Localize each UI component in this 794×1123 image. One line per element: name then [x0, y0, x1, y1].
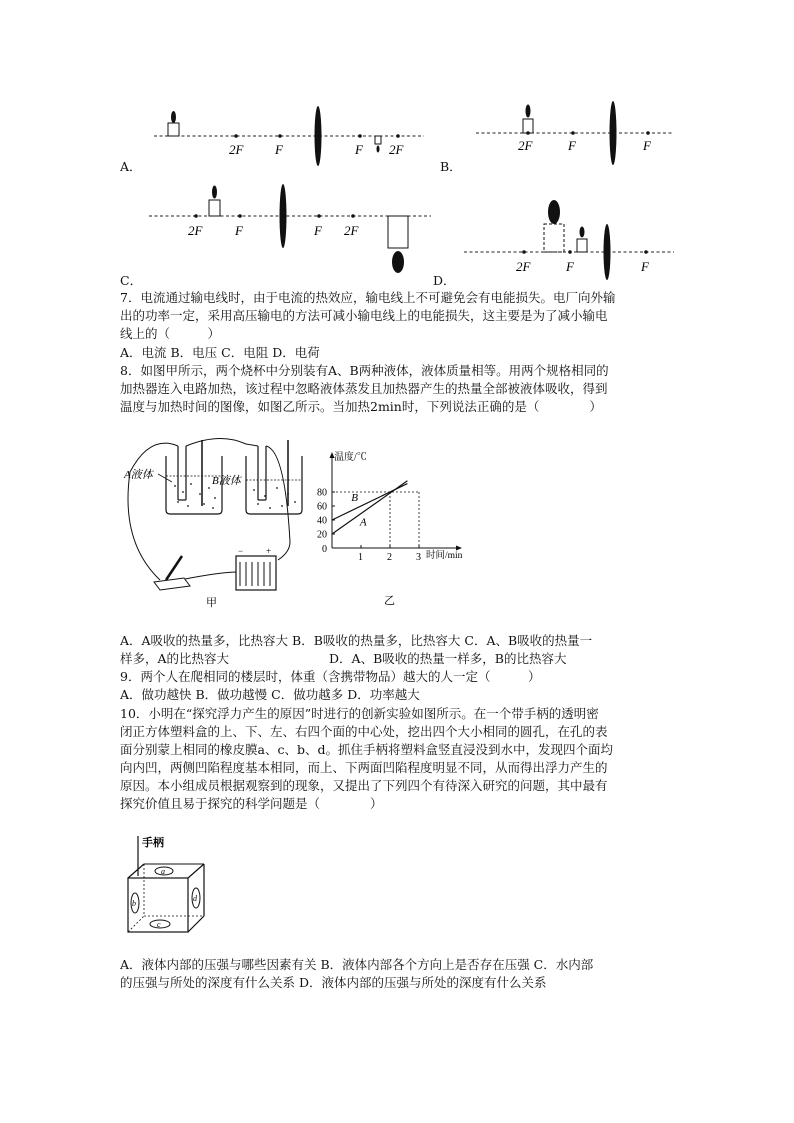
mark-2f-left: 2F [229, 142, 244, 157]
image-flame [377, 146, 380, 153]
candle-flame [212, 186, 217, 199]
candle-flame [526, 105, 531, 118]
lens-figure-c [145, 180, 435, 280]
q7-line-1: 7．电流通过输电线时，由于电流的热效应，输电线上不可避免会有电能损失。电厂向外输 [120, 290, 616, 305]
series-label-B: B [351, 491, 358, 504]
label-b-liquid: B液体 [212, 475, 241, 487]
option-label-a: A． [120, 159, 142, 174]
handle-label: 手柄 [142, 837, 164, 849]
y-tick-label-60: 60 [317, 501, 327, 513]
y-tick-label-40: 40 [317, 515, 327, 527]
lens-figure-d [460, 196, 680, 282]
mark-2f-right: 2F [344, 223, 359, 238]
q7-options: A．电流 B．电压 C．电阻 D．电荷 [120, 345, 320, 360]
q9-options: A．做功越快 B．做功越慢 C．做功越多 D．功率越大 [120, 687, 420, 702]
image-body [544, 224, 564, 252]
caption-yi: 乙 [384, 595, 395, 607]
q10-line-1: 10．小明在“探究浮力产生的原因”时进行的创新实验如图所示。在一个带手柄的透明密 [120, 706, 599, 721]
candle-body [523, 119, 533, 133]
x-tick-label-3: 3 [416, 552, 421, 563]
mark-f-left: F [568, 138, 576, 153]
q10-options-1: A．液体内部的压强与哪些因素有关 B．液体内部各个方向上是否存在压强 C．水内部 [120, 957, 594, 972]
switch-lever [166, 556, 182, 580]
y-tick-label-20: 20 [317, 529, 327, 541]
membrane-b: b [132, 899, 136, 908]
q8-line-2: 加热器连入电路加热，该过程中忽略液体蒸发且加热器产生的热量全部被液体吸收，得到 [120, 381, 608, 396]
q8-options-1: A．A吸收的热量多，比热容大 B．B吸收的热量多，比热容大 C．A、B吸收的热量一 [120, 633, 593, 648]
membrane-c: c [157, 920, 161, 929]
q8-line-3: 温度与加热时间的图像，如图乙所示。当加热2min时，下列说法正确的是（ ） [120, 399, 602, 414]
q10-line-2: 闭正方体塑料盒的上、下、左、右四个面的中心处，挖出四个大小相同的圆孔，在孔的表 [120, 724, 608, 739]
lens-figure-b [470, 98, 680, 168]
mark-f-right: F [355, 142, 363, 157]
mark-f-right: F [641, 259, 649, 274]
q10-line-4: 向内凹，两侧凹陷程度基本相同，而上、下两面凹陷程度明显不同，从而得出浮力产生的 [120, 760, 608, 775]
mark-f-left: F [566, 259, 574, 274]
mark-2f-left: 2F [188, 223, 203, 238]
membrane-a: a [161, 867, 165, 876]
mark-2f-right: 2F [389, 142, 404, 157]
series-line-B [332, 484, 407, 520]
candle-body [168, 123, 179, 136]
cube-figure [120, 832, 220, 940]
beaker-b [246, 456, 302, 514]
x-tick-label-1: 1 [358, 552, 363, 563]
q10-line-6: 探究价值且易于探究的科学问题是（ ） [120, 796, 383, 811]
candle-body [209, 200, 220, 216]
y-axis-label: 温度/℃ [334, 452, 367, 463]
q10-options-2: 的压强与所处的深度有什么关系 D．液体内部的压强与所处的深度有什么关系 [120, 975, 547, 990]
svg-text:+: + [266, 546, 272, 556]
convex-lens [610, 101, 617, 165]
mark-f-right: F [643, 138, 651, 153]
membrane-d: d [193, 894, 197, 903]
q7-line-2: 出的功率一定，采用高压输电的方法可减小输电线上的电能损失，这主要是为了减小输电 [120, 308, 608, 323]
lens-figure-a [118, 102, 428, 178]
q7-line-3: 线上的（ ） [120, 326, 221, 341]
candle-flame [580, 227, 585, 238]
option-label-b: B． [440, 159, 462, 174]
option-label-d: D． [433, 273, 456, 288]
mark-f-left: F [235, 223, 243, 238]
origin-label: 0 [322, 544, 327, 555]
convex-lens [315, 106, 322, 166]
option-label-c: C． [120, 273, 143, 288]
candle-body [577, 239, 587, 252]
q10-line-3: 面分别蒙上相同的橡皮膜a、c、b、d。抓住手柄将塑料盒竖直浸没到水中，发现四个面均 [120, 742, 613, 757]
mark-f-right: F [314, 223, 322, 238]
mark-2f: 2F [518, 138, 533, 153]
figure-jia-circuit [120, 432, 325, 612]
y-tick-label-80: 80 [317, 487, 327, 499]
convex-lens [604, 224, 611, 280]
series-label-A: A [359, 516, 367, 529]
convex-lens [280, 184, 287, 248]
image-body [375, 136, 381, 144]
svg-text:−: − [238, 546, 244, 556]
mark-2f: 2F [516, 259, 531, 274]
candle-flame [171, 111, 176, 123]
label-a-liquid: A液体 [124, 469, 153, 481]
x-tick-label-2: 2 [387, 552, 392, 563]
q10-line-5: 原因。本小组成员根据观察到的现象，又提出了下列四个有待深入研究的问题，其中最有 [120, 778, 608, 793]
image-flame [392, 251, 404, 273]
q8-options-2: 样多，A的比热容大 D．A、B吸收的热量一样多，B的比热容大 [120, 651, 567, 666]
caption-jia: 甲 [206, 597, 217, 609]
q8-line-1: 8．如图甲所示，两个烧杯中分别装有A、B两种液体，液体质量相等。用两个规格相同的 [120, 363, 609, 378]
image-body [388, 216, 408, 248]
q9-line: 9．两个人在爬相同的楼层时，体重（含携带物品）越大的人一定（ ） [120, 669, 541, 684]
x-axis-label: 时间/min [426, 551, 463, 561]
image-flame [548, 200, 560, 224]
mark-f-left: F [275, 142, 283, 157]
figure-yi-chart [312, 446, 482, 612]
